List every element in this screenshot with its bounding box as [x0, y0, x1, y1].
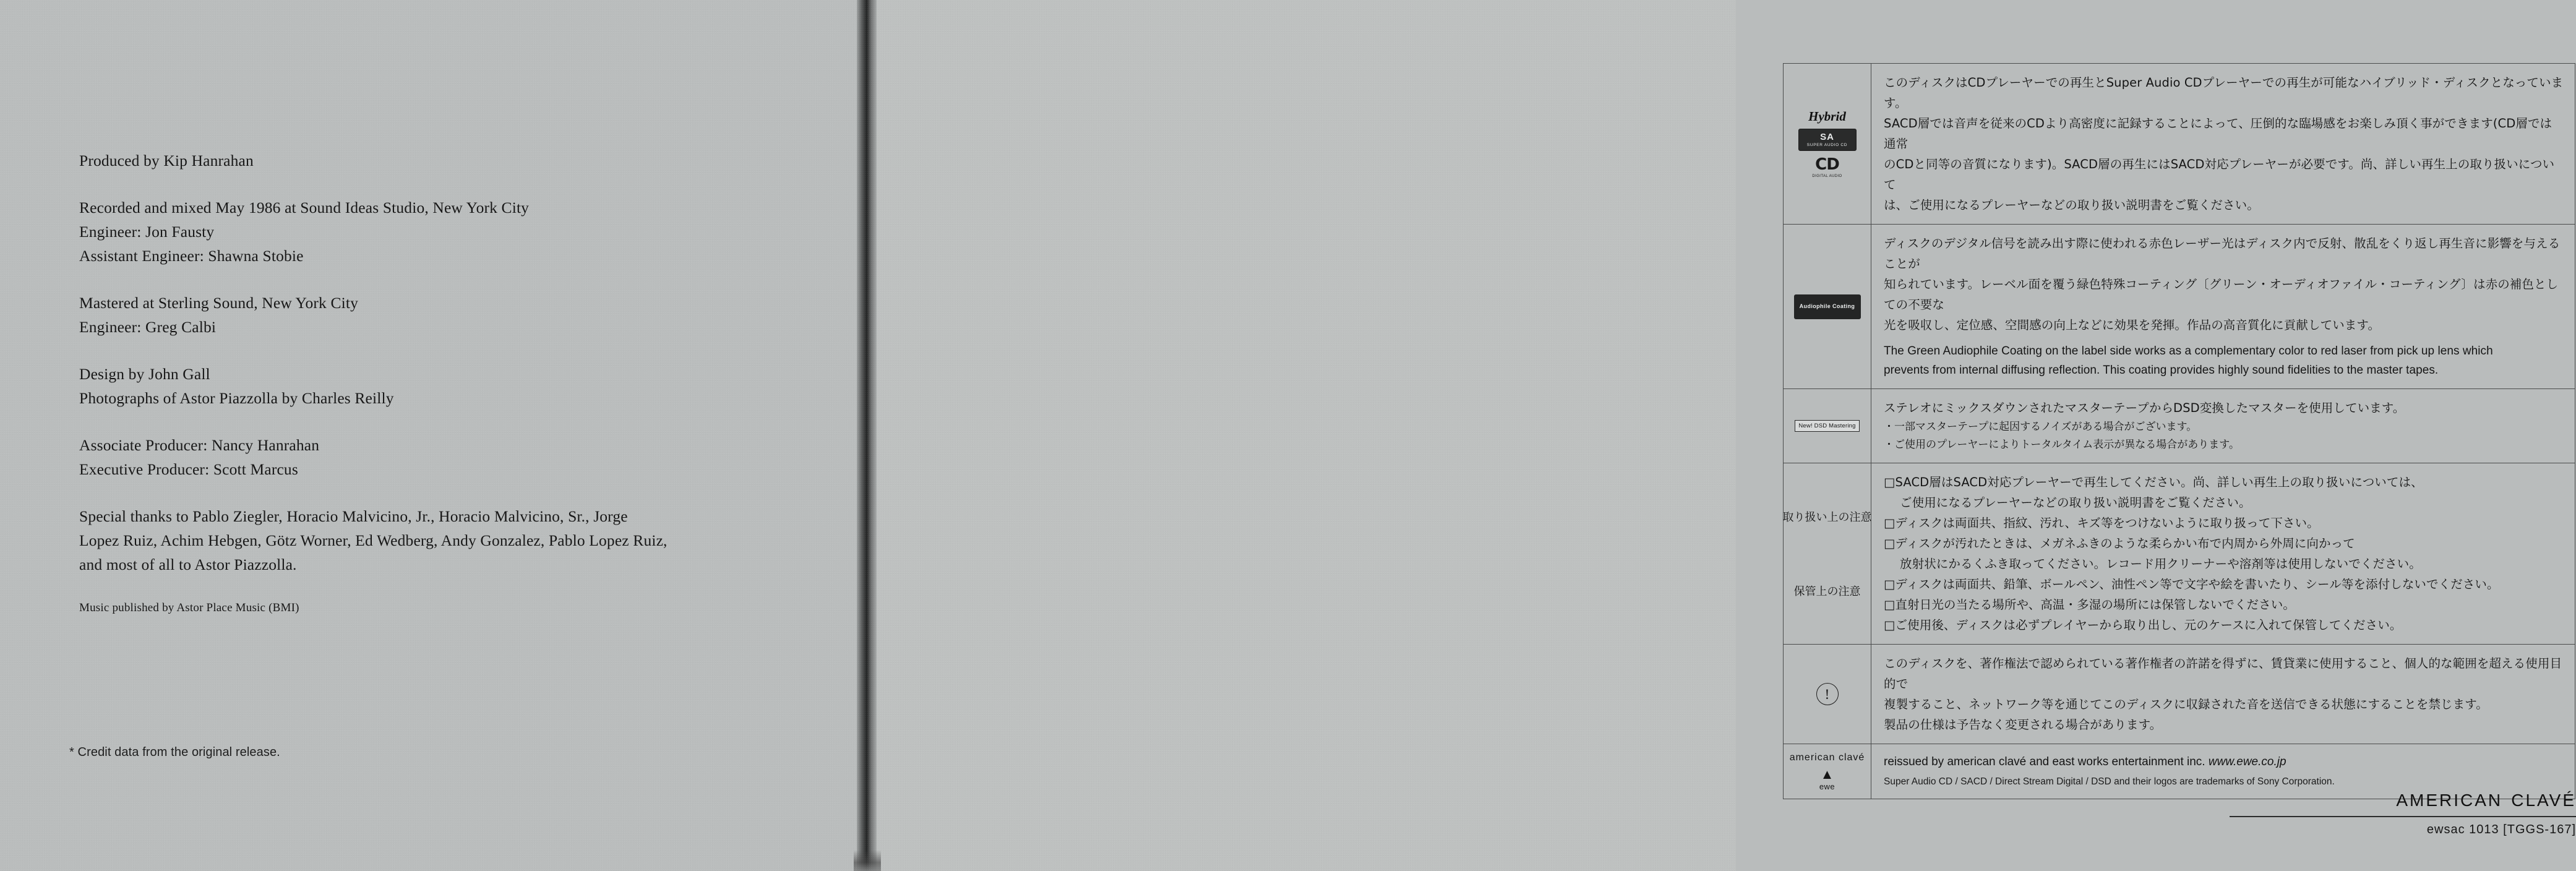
sacd-icon: [1798, 129, 1857, 151]
notice-bullet: ・一部マスターテープに起因するノイズがある場合がございます。: [1884, 421, 2197, 433]
cd-mark: CD: [1815, 155, 1839, 174]
compact-disc-icon: [1803, 155, 1852, 179]
table-row: [1784, 225, 2575, 389]
booklet-spine: [857, 0, 877, 871]
handling-label-cell: [1784, 463, 1871, 644]
catalog-number: ewsac 1013 [TGGS-167]: [2426, 823, 2576, 836]
copyright-text-cell: [1871, 645, 2575, 744]
notice-line-en: prevents from internal diffusing reflection. This coating provides highly sound fidelities to the master tapes.: [1884, 364, 2439, 377]
coating-text-cell: [1871, 225, 2575, 388]
notice-bullet: ・ご使用のプレーヤーによりトータルタイム表示が異なる場合があります。: [1884, 439, 2239, 451]
credit-line: Engineer: Greg Calbi: [79, 318, 217, 336]
notice-line: □ご使用後、ディスクは必ずプレイヤーから取り出し、元のケースに入れて保管してください。: [1884, 618, 2402, 632]
notice-line: □直射日光の当たる場所や、高温・多湿の場所には保管しないでください。: [1884, 598, 2295, 612]
credit-line: Associate Producer: Nancy Hanrahan: [79, 436, 320, 454]
credit-line: Mastered at Sterling Sound, New York City: [79, 294, 358, 312]
notice-line: 光を吸収し、定位感、空間感の向上などに効果を発揮。作品の高音質化に貢献しています。: [1884, 318, 2381, 332]
warning-icon-cell: [1784, 645, 1871, 744]
notice-line: 知られています。レーベル面を覆う緑色特殊コーティング〔グリーン・オーディオファイル・コーティング〕は赤の補色としての不要な: [1884, 277, 2559, 312]
ewe-label: ewe: [1819, 781, 1835, 791]
hybrid-text-cell: [1871, 64, 2575, 224]
credit-group-producers: [79, 433, 772, 481]
brand-divider: [2230, 816, 2576, 817]
notice-line: ご使用になるプレーヤーなどの取り扱い説明書をご覧ください。: [1900, 496, 2251, 510]
credit-line: Lopez Ruiz, Achim Hebgen, Götz Worner, Ed Wedberg, Andy Gonzalez, Pablo Lopez Ruiz,: [79, 531, 668, 549]
dsd-text-cell: [1871, 389, 2575, 463]
handling-text-cell: [1871, 463, 2575, 644]
notice-line: は、ご使用になるプレーヤーなどの取り扱い説明書をご覧ください。: [1884, 198, 2259, 212]
notice-line: SACD層では音声を従来のCDより高密度に記録することによって、圧倒的な臨場感をお楽しみ頂く事ができます(CD層では通常: [1884, 116, 2552, 151]
trademark-line: Super Audio CD / SACD / Direct Stream Digital / DSD and their logos are trademarks of Sony Corporation.: [1884, 776, 2335, 787]
credit-group-design: [79, 362, 772, 410]
credit-group-mastering: [79, 291, 772, 339]
notice-table: [1783, 63, 2575, 799]
audiophile-coating-logo-cell: [1784, 225, 1871, 388]
hybrid-label: Hybrid: [1808, 109, 1846, 124]
reissue-text: reissued by american clavé and east works entertainment inc.: [1884, 755, 2205, 768]
notice-line: ステレオにミックスダウンされたマスターテープからDSD変換したマスターを使用しています。: [1884, 401, 2405, 415]
tree-icon: ▲: [1820, 766, 1834, 782]
ewe-icon: [1819, 768, 1835, 791]
handling-label: 取り扱い上の注意: [1782, 511, 1872, 525]
publisher-logo-cell: [1784, 744, 1871, 799]
spine-shadow: [854, 850, 881, 871]
credit-line: Special thanks to Pablo Ziegler, Horacio Malvicino, Jr., Horacio Malvicino, Sr., Jorge: [79, 507, 628, 525]
dsd-mastering-icon: New! DSD Mastering: [1795, 420, 1859, 432]
credit-line: Photographs of Astor Piazzolla by Charles Reilly: [79, 389, 394, 407]
notice-line: □ディスクは両面共、指紋、汚れ、キズ等をつけないように取り扱って下さい。: [1884, 516, 2319, 530]
notice-line: このディスクを、著作権法で認められている著作権者の許諾を得ずに、賃貸業に使用すること、個人的な範囲を超える使用目的で: [1884, 656, 2562, 691]
table-row: [1784, 389, 2575, 463]
notice-line: □ディスクが汚れたときは、メガネふきのような柔らかい布で内周から外周に向かって: [1884, 536, 2355, 551]
credit-group-thanks: [79, 504, 772, 577]
credit-line: Design by John Gall: [79, 365, 210, 383]
notice-line: □ディスクは両面共、鉛筆、ボールペン、油性ペン等で文字や絵を書いたり、シール等を添付しないでください。: [1884, 577, 2499, 591]
table-row: [1784, 64, 2575, 225]
credit-group-producer: [79, 148, 772, 173]
footnote: * Credit data from the original release.: [69, 745, 280, 759]
notice-line: 放射状にかるくふき取ってください。レコード用クリーナーや溶剤等は使用しないでください。: [1900, 557, 2421, 571]
credit-line: Engineer: Jon Fausty: [79, 223, 215, 241]
cd-sub: DIGITAL AUDIO: [1812, 174, 1842, 178]
exclamation-icon: !: [1816, 683, 1839, 705]
notice-line: このディスクはCDプレーヤーでの再生とSuper Audio CDプレーヤーでの再生が可能なハイブリッド・ディスクとなっています。: [1884, 75, 2564, 110]
storage-label: 保管上の注意: [1793, 585, 1861, 598]
brand-block: [2230, 784, 2576, 837]
sacd-mark: SA: [1820, 131, 1834, 142]
table-row: [1784, 463, 2575, 645]
dsd-mastering-logo-cell: [1784, 389, 1871, 463]
credit-line: Executive Producer: Scott Marcus: [79, 460, 298, 478]
american-clave-label: american clavé: [1789, 752, 1865, 763]
notice-line: 複製すること、ネットワーク等を通じてこのディスクに収録された音を送信できる状態にすることを禁じます。: [1884, 697, 2488, 711]
publishing-line: Music published by Astor Place Music (BMI): [79, 601, 299, 614]
credit-line: Produced by Kip Hanrahan: [79, 152, 254, 169]
left-page: [0, 0, 860, 871]
reissue-line: [1884, 753, 2564, 771]
table-row: [1784, 645, 2575, 744]
credit-group-recording: [79, 195, 772, 268]
notice-line: 製品の仕様は予告なく変更される場合があります。: [1884, 718, 2162, 732]
credits-block: [79, 148, 772, 617]
notice-line: □SACD層はSACD対応プレーヤーで再生してください。尚、詳しい再生上の取り扱いについては、: [1884, 475, 2423, 489]
reissue-url[interactable]: www.ewe.co.jp: [2208, 755, 2286, 768]
credit-line: and most of all to Astor Piazzolla.: [79, 556, 297, 573]
credit-line: Assistant Engineer: Shawna Stobie: [79, 247, 304, 265]
notice-line: のCDと同等の音質になります)。SACD層の再生にはSACD対応プレーヤーが必要です。尚、詳しい再生上の取り扱いについて: [1884, 157, 2555, 192]
audiophile-coating-icon: Audiophile Coating: [1794, 294, 1861, 319]
notice-line: ディスクのデジタル信号を読み出す際に使われる赤色レーザー光はディスク内で反射、散乱をくり返し再生音に影響を与えることが: [1884, 236, 2561, 271]
credit-line: Recorded and mixed May 1986 at Sound Ideas Studio, New York City: [79, 199, 530, 217]
notice-line-en: The Green Audiophile Coating on the label side works as a complementary color to red laser from pick up lens which: [1884, 345, 2493, 358]
hybrid-logo-cell: [1784, 64, 1871, 224]
right-page: [876, 0, 2576, 871]
sacd-sub: SUPER AUDIO CD: [1806, 142, 1848, 147]
brand-name: american clavé: [2396, 784, 2576, 812]
